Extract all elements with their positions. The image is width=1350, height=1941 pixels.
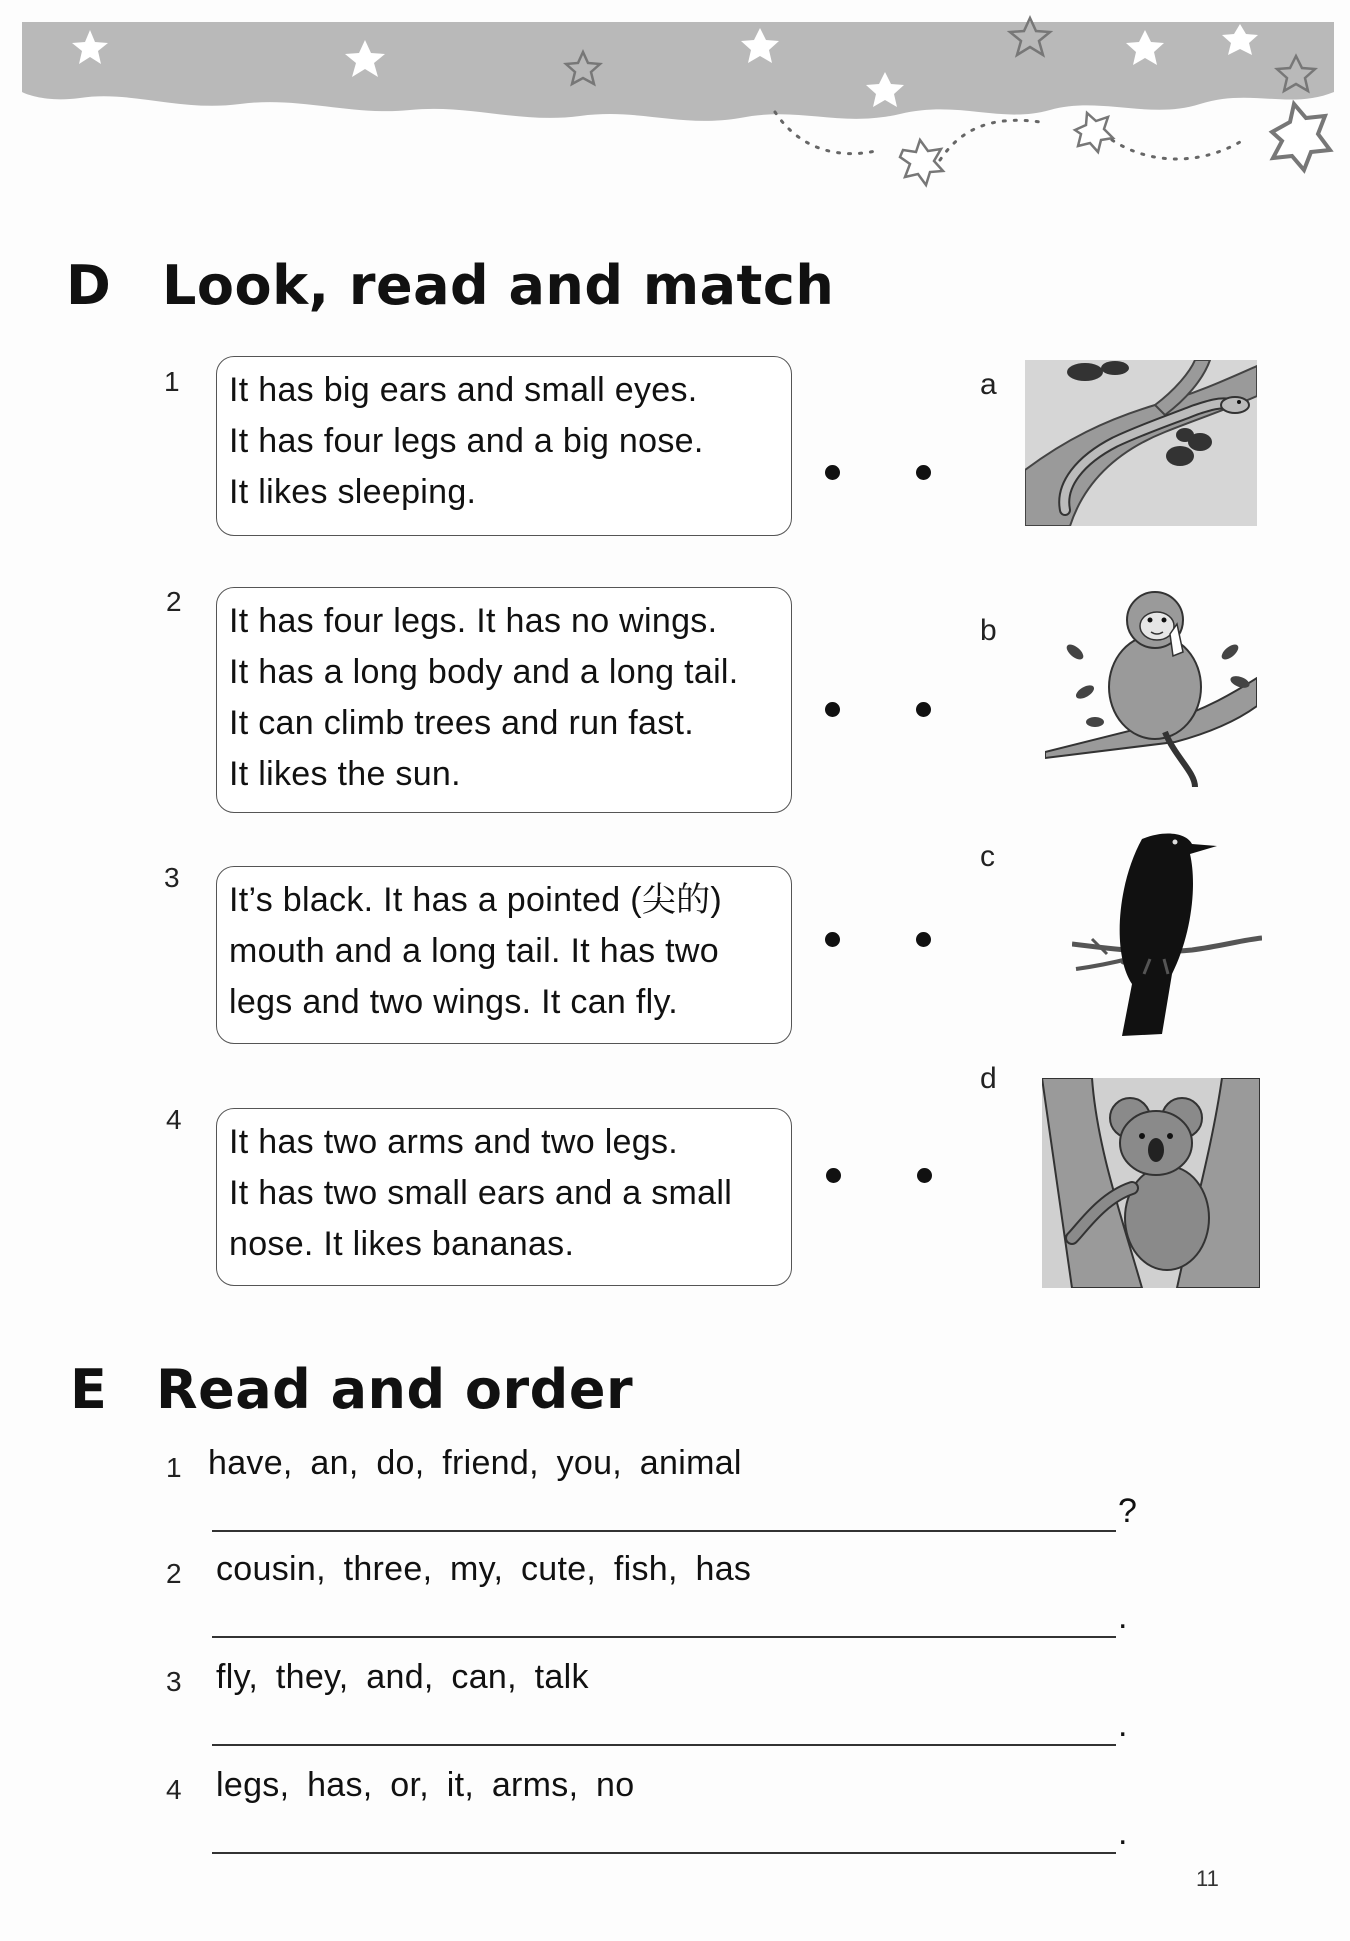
answer-punct-4: . [1118,1814,1128,1852]
order-item-2-number: 2 [166,1558,182,1589]
answer-line-2[interactable] [212,1584,1116,1638]
dotted-trail [1112,140,1240,159]
match-dot-right-c[interactable] [916,932,931,947]
description-line: It has two arms and two legs. [229,1123,679,1161]
answer-line-1[interactable] [212,1478,1116,1532]
section-e-title: Read and order [156,1358,634,1421]
item-1-number: 1 [164,366,180,397]
match-dot-right-a[interactable] [916,465,931,480]
description-line: It likes sleeping. [229,473,477,511]
description-line: It’s black. It has a pointed (尖的) [229,881,723,919]
option-letter-b: b [980,614,997,647]
monkey-illustration [1045,582,1257,790]
answer-line-4[interactable] [212,1800,1116,1854]
description-line: nose. It likes bananas. [229,1225,575,1263]
dotted-trail [940,120,1040,160]
crow-illustration [1072,824,1262,1042]
description-line: It has two small ears and a small [229,1174,733,1212]
answer-punct-1: ? [1118,1492,1137,1530]
item-4-number: 4 [166,1104,182,1135]
description-box-2 [216,587,792,813]
koala-illustration [1042,1078,1260,1288]
match-dot-left-1[interactable] [825,465,840,480]
description-line: mouth and a long tail. It has two [229,932,719,970]
description-box-1 [216,356,792,536]
option-letter-c: c [980,840,995,873]
option-letter-d: d [980,1062,997,1095]
description-line: It has big ears and small eyes. [229,371,698,409]
star-outline-icon [900,140,943,185]
order-item-4-words: legs, has, or, it, arms, no [216,1766,635,1804]
star-banner-decoration [0,0,1350,230]
star-outline-icon [1272,104,1330,170]
description-line: It likes the sun. [229,755,461,793]
match-dot-left-2[interactable] [825,702,840,717]
page-number: 11 [1196,1866,1219,1891]
order-item-4-number: 4 [166,1774,182,1805]
item-3-number: 3 [164,862,180,893]
description-line: It has four legs. It has no wings. [229,602,718,640]
order-item-2-words: cousin, three, my, cute, fish, has [216,1550,752,1588]
order-item-3-words: fly, they, and, can, talk [216,1658,589,1696]
match-dot-left-3[interactable] [825,932,840,947]
description-line: legs and two wings. It can fly. [229,983,678,1021]
match-dot-right-d[interactable] [917,1168,932,1183]
option-letter-a: a [980,368,997,401]
section-d-title: Look, read and match [162,254,835,317]
description-line: It has a long body and a long tail. [229,653,739,691]
lizard-illustration [1025,360,1257,526]
answer-punct-3: . [1118,1706,1128,1744]
answer-punct-2: . [1118,1598,1128,1636]
answer-line-3[interactable] [212,1692,1116,1746]
order-item-3-number: 3 [166,1666,182,1697]
item-2-number: 2 [166,586,182,617]
description-box-4 [216,1108,792,1286]
section-e-letter: E [70,1358,107,1421]
description-line: It has four legs and a big nose. [229,422,704,460]
section-d-letter: D [66,254,111,317]
order-item-1-words: have, an, do, friend, you, animal [208,1444,742,1482]
description-box-3 [216,866,792,1044]
star-outline-icon [1075,113,1113,152]
description-line: It can climb trees and run fast. [229,704,695,742]
match-dot-right-b[interactable] [916,702,931,717]
order-item-1-number: 1 [166,1452,182,1483]
match-dot-left-4[interactable] [826,1168,841,1183]
